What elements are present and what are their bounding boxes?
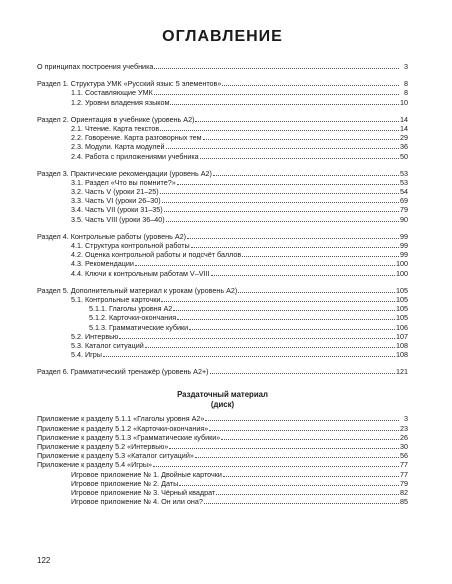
toc-entry	[37, 142, 408, 151]
toc-entry-page: 90	[400, 214, 408, 224]
toc-entry-title: О принципах построения учебника	[37, 62, 154, 71]
toc-entry-page: 77	[400, 460, 408, 470]
toc-entry	[37, 269, 408, 278]
toc-entry-title: 2.3. Модули. Карта модулей	[71, 142, 165, 152]
toc-entry-title: 5.1.1. Глаголы уровня А2	[89, 304, 173, 314]
dot-leader	[200, 152, 399, 159]
toc-entry-page: 23	[400, 423, 408, 433]
toc-entry-title: Игровое приложение № 3. Чёрный квадрат	[71, 487, 216, 497]
toc-entry	[37, 341, 408, 350]
dot-leader	[173, 304, 395, 311]
dot-leader	[210, 367, 395, 374]
group-spacer	[37, 71, 408, 79]
page-number: 122	[37, 556, 51, 565]
toc-entry	[37, 62, 408, 71]
toc-entry	[37, 187, 408, 196]
toc-entry	[37, 215, 408, 224]
toc-entry-page: 105	[396, 313, 408, 323]
toc-entry-page: 26	[400, 432, 408, 442]
toc-entry-page: 105	[396, 285, 408, 295]
dot-leader	[161, 295, 395, 302]
toc-entry-page: 121	[396, 367, 408, 377]
dot-leader	[160, 124, 399, 131]
toc-entry-page: 50	[400, 151, 408, 161]
toc-entry	[37, 152, 408, 161]
toc-entry	[37, 205, 408, 214]
toc-entry-title: 2.1. Чтение. Карта текстов	[71, 123, 160, 133]
toc-entry-page: 3	[404, 62, 408, 71]
dot-leader	[209, 424, 399, 431]
handout-title: Раздаточный материал	[177, 390, 268, 400]
toc-entry-page: 77	[400, 469, 408, 479]
toc-entry	[37, 241, 408, 250]
group-spacer	[37, 161, 408, 169]
toc-entry-title: 4.1. Структура контрольной работы	[71, 241, 190, 250]
toc-entry-title: Приложение к разделу 5.4 «Игры»	[37, 460, 153, 470]
group-spacer	[37, 224, 408, 232]
group-spacer	[37, 107, 408, 115]
handout-subtitle: (диск)	[210, 400, 235, 410]
toc-entry-title: 2.2. Говорение. Карта разговорных тем	[71, 133, 202, 143]
toc-entry-page: 56	[400, 451, 408, 461]
toc-entry	[37, 414, 408, 423]
dot-leader	[154, 62, 399, 69]
table-of-contents	[37, 62, 408, 376]
toc-entry-page: 14	[400, 123, 408, 133]
toc-entry	[37, 442, 408, 451]
dot-leader	[238, 286, 395, 293]
dot-leader	[154, 88, 399, 95]
toc-entry-page: 100	[396, 268, 408, 278]
dot-leader	[221, 433, 399, 440]
toc-entry	[37, 424, 408, 433]
toc-entry-page: 10	[400, 97, 408, 107]
dot-leader	[177, 178, 399, 185]
toc-entry-page: 14	[400, 114, 408, 124]
toc-entry-title: 3.1. Раздел «Что вы помните?»	[71, 177, 176, 187]
toc-entry	[37, 323, 408, 332]
toc-entry-title: Приложение к разделу 5.1.3 «Грамматические кубики»	[37, 432, 221, 442]
dot-leader	[222, 79, 399, 86]
toc-entry-page: 99	[400, 241, 408, 250]
toc-entry-page: 85	[400, 497, 408, 507]
toc-entry-page: 53	[400, 168, 408, 178]
toc-entry-title: Раздел 1. Структура УМК «Русский язык: 5 элементов»	[37, 79, 222, 89]
toc-entry	[37, 169, 408, 178]
toc-entry	[37, 98, 408, 107]
toc-entry-title: Приложение к разделу 5.2 «Интервью»	[37, 442, 169, 451]
toc-entry	[37, 124, 408, 133]
page-title: ОГЛАВЛЕНИЕ	[162, 28, 283, 45]
group-spacer	[37, 359, 408, 367]
dot-leader	[103, 350, 395, 357]
toc-entry-page: 8	[404, 88, 408, 98]
toc-entry-title: Игровое приложение № 4. Он или она?	[71, 497, 203, 507]
toc-entry-page: 99	[400, 250, 408, 260]
dot-leader	[177, 313, 395, 320]
dot-leader	[189, 323, 395, 330]
dot-leader	[164, 205, 399, 212]
toc-entry	[37, 250, 408, 259]
toc-entry	[37, 259, 408, 268]
dot-leader	[170, 98, 399, 105]
toc-entry-title: 4.4. Ключи к контрольным работам V–VIII	[71, 268, 210, 278]
toc-entry-page: 105	[396, 294, 408, 304]
toc-entry-title: Приложение к разделу 5.1.2 «Карточки-окончания»	[37, 423, 209, 433]
dot-leader	[119, 332, 395, 339]
toc-entry-page: 105	[396, 304, 408, 314]
toc-entry-title: Раздел 5. Дополнительный материал к урокам (уровень А2)	[37, 285, 238, 295]
toc-entry	[37, 488, 408, 497]
dot-leader	[223, 470, 399, 477]
toc-entry	[37, 88, 408, 97]
dot-leader	[179, 479, 399, 486]
toc-entry-page: 100	[396, 259, 408, 269]
toc-entry-title: Раздел 2. Ориентация в учебнике (уровень А2)	[37, 114, 195, 124]
toc-entry-title: 3.4. Часть VII (уроки 31–35)	[71, 205, 163, 215]
dot-leader	[242, 250, 399, 257]
toc-entry-page: 53	[400, 177, 408, 187]
toc-entry	[37, 470, 408, 479]
toc-entry-title: 4.2. Оценка контрольной работы и подсчёт баллов	[71, 250, 242, 260]
dot-leader	[160, 187, 399, 194]
dot-leader	[169, 442, 399, 449]
toc-entry-title: 2.4. Работа с приложениями учебника	[71, 151, 199, 161]
toc-entry-title: 5.1.3. Грамматические кубики	[89, 322, 189, 332]
group-spacer	[37, 278, 408, 286]
toc-entry-title: Игровое приложение № 2. Даты	[71, 478, 179, 488]
dot-leader	[135, 259, 395, 266]
toc-entry-title: Приложение к разделу 5.1.1 «Глаголы уровня А2»	[37, 414, 205, 424]
toc-entry-page: 107	[396, 331, 408, 341]
toc-entry-page: 30	[400, 442, 408, 451]
toc-entry	[37, 451, 408, 460]
toc-entry	[37, 460, 408, 469]
toc-entry-title: Раздел 3. Практические рекомендации (уровень А2)	[37, 168, 212, 178]
toc-entry	[37, 196, 408, 205]
toc-entry-title: 1.2. Уровни владения языком	[71, 97, 170, 107]
dot-leader	[203, 133, 399, 140]
toc-entry-title: Раздел 4. Контрольные работы (уровень А2)	[37, 231, 187, 241]
dot-leader	[195, 115, 399, 122]
toc-entry	[37, 479, 408, 488]
dot-leader	[187, 232, 399, 239]
toc-entry	[37, 313, 408, 322]
toc-entry-page: 29	[400, 133, 408, 143]
toc-entry-title: 5.4. Игры	[71, 350, 102, 360]
toc-entry-page: 79	[400, 205, 408, 215]
toc-entry-page: 36	[400, 142, 408, 152]
toc-entry-page: 82	[400, 487, 408, 497]
dot-leader	[145, 341, 395, 348]
toc-entry-title: 5.1. Контрольные карточки	[71, 294, 161, 304]
toc-entry-title: 5.2. Интервью	[71, 331, 119, 341]
toc-entry-title: 3.3. Часть VI (уроки 26–30)	[71, 196, 161, 206]
document-page	[37, 0, 408, 506]
toc-entry-page: 79	[400, 478, 408, 488]
dot-leader	[195, 451, 399, 458]
toc-entry	[37, 115, 408, 124]
toc-entry	[37, 133, 408, 142]
toc-entry	[37, 350, 408, 359]
dot-leader	[213, 169, 399, 176]
toc-entry	[37, 79, 408, 88]
dot-leader	[166, 142, 399, 149]
toc-entry	[37, 433, 408, 442]
toc-entry-page: 99	[400, 231, 408, 241]
dot-leader	[162, 196, 399, 203]
toc-entry-title: 1.1. Составляющие УМК	[71, 88, 153, 98]
toc-entry	[37, 232, 408, 241]
toc-entry	[37, 367, 408, 376]
toc-entry-page: 69	[400, 196, 408, 206]
toc-entry-title: Раздел 6. Грамматический тренажёр (уровень А2+)	[37, 367, 209, 377]
toc-entry-page: 108	[396, 350, 408, 360]
toc-entry-title: Игровое приложение № 1. Двойные карточки	[71, 469, 222, 479]
toc-entry	[37, 178, 408, 187]
toc-entry	[37, 304, 408, 313]
dot-leader	[205, 414, 399, 421]
dot-leader	[153, 460, 399, 467]
toc-entry-page: 54	[400, 187, 408, 197]
toc-entry-title: 4.3. Рекомендации	[71, 259, 134, 269]
toc-entry-title: 5.1.2. Карточки-окончания	[89, 313, 177, 323]
dot-leader	[166, 215, 399, 222]
dot-leader	[211, 269, 395, 276]
toc-entry-title: Приложение к разделу 5.3 «Каталог ситуаций»	[37, 451, 194, 461]
dot-leader	[216, 488, 399, 495]
toc-entry	[37, 286, 408, 295]
toc-entry-page: 106	[396, 322, 408, 332]
toc-entry-title: 5.3. Каталог ситуаций	[71, 340, 144, 350]
toc-entry-page: 3	[404, 414, 408, 424]
toc-entry-title: 3.2. Часть V (уроки 21–25)	[71, 187, 159, 197]
dot-leader	[191, 241, 399, 248]
toc-entry	[37, 295, 408, 304]
toc-entry-title: 3.5. Часть VIII (уроки 36–40)	[71, 214, 165, 224]
toc-entry	[37, 332, 408, 341]
dot-leader	[204, 497, 399, 504]
toc-entry	[37, 497, 408, 506]
toc-entry-page: 108	[396, 340, 408, 350]
handout-contents	[37, 414, 408, 506]
toc-entry-page: 8	[404, 79, 408, 89]
